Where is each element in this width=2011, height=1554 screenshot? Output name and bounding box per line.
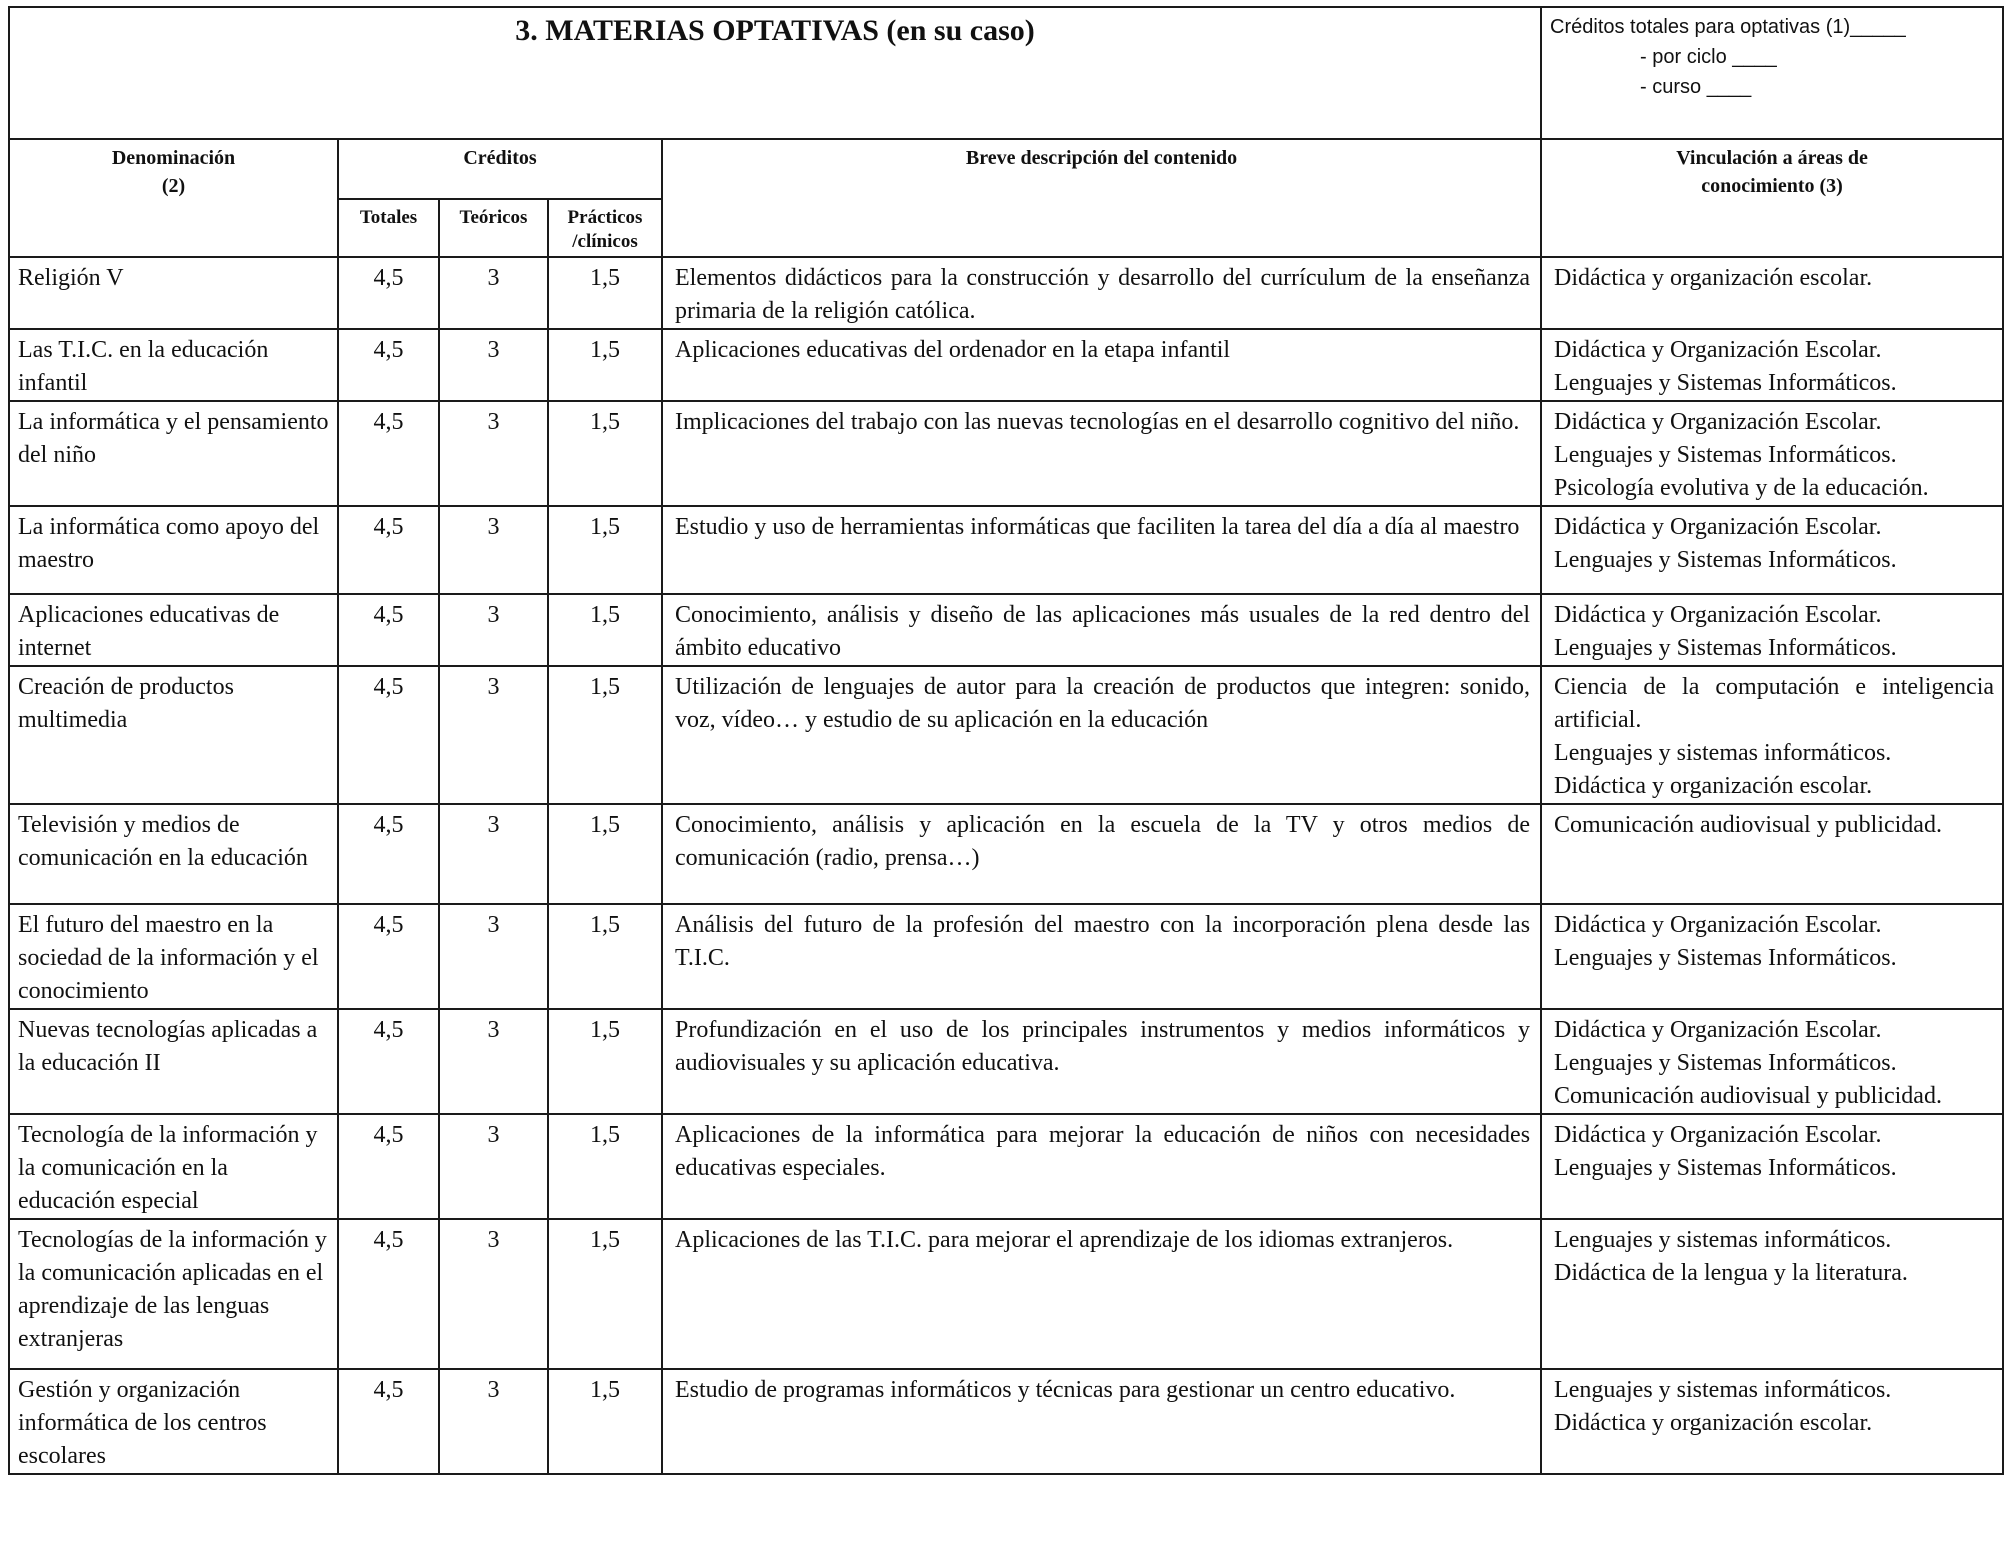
table-row [9,257,2003,329]
credits-theory: 3 [439,594,548,666]
subject-name: Aplicaciones educativas de internet [9,594,338,666]
knowledge-area: Psicología evolutiva y de la educación. [1554,475,1929,501]
knowledge-area: Didáctica y Organización Escolar. [1554,409,1882,435]
header-descripcion: Breve descripción del contenido [662,139,1541,257]
summary-total: Créditos totales para optativas (1)_____ [1550,16,1906,38]
table-row [9,1009,2003,1114]
knowledge-area: Didáctica y Organización Escolar. [1554,602,1882,628]
subject-description: Estudio y uso de herramientas informáticas que faciliten la tarea del día a día al maestro [662,506,1541,594]
credits-theory: 3 [439,804,548,904]
summary-per-course: - curso ____ [1640,76,1752,98]
subject-description: Aplicaciones de las T.I.C. para mejorar el aprendizaje de los idiomas extranjeros. [662,1219,1541,1369]
knowledge-area: Lenguajes y Sistemas Informáticos. [1554,1050,1897,1076]
table-row [9,506,2003,594]
knowledge-areas [1541,401,2003,506]
header-row-1 [9,139,2003,199]
credits-practice: 1,5 [548,904,662,1009]
knowledge-area: Didáctica y organización escolar. [1554,1410,1873,1436]
knowledge-area: Lenguajes y Sistemas Informáticos. [1554,1155,1897,1181]
knowledge-area: Lenguajes y sistemas informáticos. [1554,1377,1892,1403]
header-creditos: Créditos [338,139,662,199]
credits-practice: 1,5 [548,666,662,804]
table-row [9,666,2003,804]
credits-total: 4,5 [338,594,439,666]
table-row [9,401,2003,506]
table-row [9,1369,2003,1474]
document [8,6,2002,1475]
subject-name: Tecnología de la información y la comunicación en la educación especial [9,1114,338,1219]
header-denominacion-label: Denominación [111,147,236,169]
knowledge-areas [1541,1369,2003,1474]
credits-total: 4,5 [338,1009,439,1114]
subject-name: Religión V [9,257,338,329]
subject-description: Aplicaciones de la informática para mejorar la educación de niños con necesidades educativas especiales. [662,1114,1541,1219]
subject-name: Gestión y organización informática de los centros escolares [9,1369,338,1474]
table-row [9,329,2003,401]
subject-description: Utilización de lenguajes de autor para la creación de productos que integren: sonido, voz, vídeo… y estudio de su aplicación en la educación [662,666,1541,804]
credit-summary [1541,7,2003,139]
credits-theory: 3 [439,904,548,1009]
subject-description: Profundización en el uso de los principales instrumentos y medios informáticos y audiovisuales y su aplicación educativa. [662,1009,1541,1114]
knowledge-area: Comunicación audiovisual y publicidad. [1554,1083,1942,1109]
subject-description: Conocimiento, análisis y diseño de las aplicaciones más usuales de la red dentro del ámbito educativo [662,594,1541,666]
credits-total: 4,5 [338,506,439,594]
section-title: 3. MATERIAS OPTATIVAS (en su caso) [9,7,1541,139]
subject-name: Televisión y medios de comunicación en la educación [9,804,338,904]
header-teoricos: Teóricos [439,199,548,257]
credits-theory: 3 [439,329,548,401]
knowledge-areas [1541,506,2003,594]
subject-description: Aplicaciones educativas del ordenador en la etapa infantil [662,329,1541,401]
header-vinculacion [1541,139,2003,257]
subject-name: El futuro del maestro en la sociedad de la información y el conocimiento [9,904,338,1009]
knowledge-area: Didáctica y Organización Escolar. [1554,1017,1882,1043]
credits-theory: 3 [439,506,548,594]
subject-name: Nuevas tecnologías aplicadas a la educación II [9,1009,338,1114]
knowledge-area: Lenguajes y sistemas informáticos. [1554,1227,1892,1253]
credits-theory: 3 [439,1219,548,1369]
subject-description: Implicaciones del trabajo con las nuevas tecnologías en el desarrollo cognitivo del niño. [662,401,1541,506]
knowledge-area: Didáctica y Organización Escolar. [1554,337,1882,363]
knowledge-area: Ciencia de la computación e inteligencia artificial. [1554,674,1995,733]
subject-description: Estudio de programas informáticos y técnicas para gestionar un centro educativo. [662,1369,1541,1474]
knowledge-areas [1541,257,2003,329]
credits-practice: 1,5 [548,594,662,666]
title-row [9,7,2003,139]
subject-name: Las T.I.C. en la educación infantil [9,329,338,401]
knowledge-areas [1541,1219,2003,1369]
subject-name: Tecnologías de la información y la comunicación aplicadas en el aprendizaje de las lenguas extranjeras [9,1219,338,1369]
credits-theory: 3 [439,401,548,506]
knowledge-area: Comunicación audiovisual y publicidad. [1554,812,1942,838]
credits-practice: 1,5 [548,401,662,506]
credits-practice: 1,5 [548,1009,662,1114]
credits-total: 4,5 [338,401,439,506]
header-vinculacion-label: Vinculación a áreas de [1676,147,1868,169]
knowledge-area: Lenguajes y sistemas informáticos. [1554,740,1892,766]
knowledge-area: Lenguajes y Sistemas Informáticos. [1554,370,1897,396]
knowledge-area: Lenguajes y Sistemas Informáticos. [1554,945,1897,971]
knowledge-area: Didáctica y organización escolar. [1554,265,1873,291]
subject-description: Conocimiento, análisis y aplicación en la escuela de la TV y otros medios de comunicación (radio, prensa…) [662,804,1541,904]
header-denominacion-note: (2) [161,175,186,197]
subject-description: Análisis del futuro de la profesión del maestro con la incorporación plena desde las T.I.C. [662,904,1541,1009]
credits-theory: 3 [439,666,548,804]
credits-total: 4,5 [338,257,439,329]
knowledge-area: Didáctica y Organización Escolar. [1554,912,1882,938]
credits-total: 4,5 [338,904,439,1009]
header-totales: Totales [338,199,439,257]
credits-practice: 1,5 [548,257,662,329]
table-row [9,1219,2003,1369]
materias-optativas-table [8,6,2004,1475]
knowledge-area: Lenguajes y Sistemas Informáticos. [1554,547,1897,573]
knowledge-area: Didáctica y organización escolar. [1554,773,1873,799]
credits-theory: 3 [439,257,548,329]
knowledge-area: Lenguajes y Sistemas Informáticos. [1554,635,1897,661]
credits-total: 4,5 [338,804,439,904]
knowledge-area: Didáctica y Organización Escolar. [1554,514,1882,540]
credits-theory: 3 [439,1114,548,1219]
knowledge-areas [1541,329,2003,401]
credits-total: 4,5 [338,666,439,804]
subject-name: Creación de productos multimedia [9,666,338,804]
subject-name: La informática como apoyo del maestro [9,506,338,594]
table-row [9,594,2003,666]
credits-practice: 1,5 [548,506,662,594]
summary-per-cycle: - por ciclo ____ [1640,46,1777,68]
knowledge-area: Didáctica y Organización Escolar. [1554,1122,1882,1148]
subject-name: La informática y el pensamiento del niño [9,401,338,506]
knowledge-areas [1541,594,2003,666]
header-practicos-label: Prácticos [567,207,643,228]
credits-total: 4,5 [338,329,439,401]
table-row [9,1114,2003,1219]
subject-description: Elementos didácticos para la construcción y desarrollo del currículum de la enseñanza primaria de la religión católica. [662,257,1541,329]
credits-theory: 3 [439,1369,548,1474]
credits-total: 4,5 [338,1114,439,1219]
knowledge-areas [1541,1114,2003,1219]
header-denominacion [9,139,338,257]
knowledge-area: Didáctica de la lengua y la literatura. [1554,1260,1908,1286]
header-practicos [548,199,662,257]
knowledge-areas [1541,904,2003,1009]
credits-practice: 1,5 [548,1219,662,1369]
credits-theory: 3 [439,1009,548,1114]
knowledge-areas [1541,1009,2003,1114]
knowledge-areas [1541,666,2003,804]
credits-practice: 1,5 [548,1369,662,1474]
credits-practice: 1,5 [548,329,662,401]
credits-total: 4,5 [338,1369,439,1474]
credits-total: 4,5 [338,1219,439,1369]
credits-practice: 1,5 [548,1114,662,1219]
knowledge-area: Lenguajes y Sistemas Informáticos. [1554,442,1897,468]
header-practicos-label2: /clínicos [572,231,638,252]
table-row [9,904,2003,1009]
knowledge-areas [1541,804,2003,904]
table-row [9,804,2003,904]
credits-practice: 1,5 [548,804,662,904]
header-vinculacion-label2: conocimiento (3) [1701,175,1843,197]
